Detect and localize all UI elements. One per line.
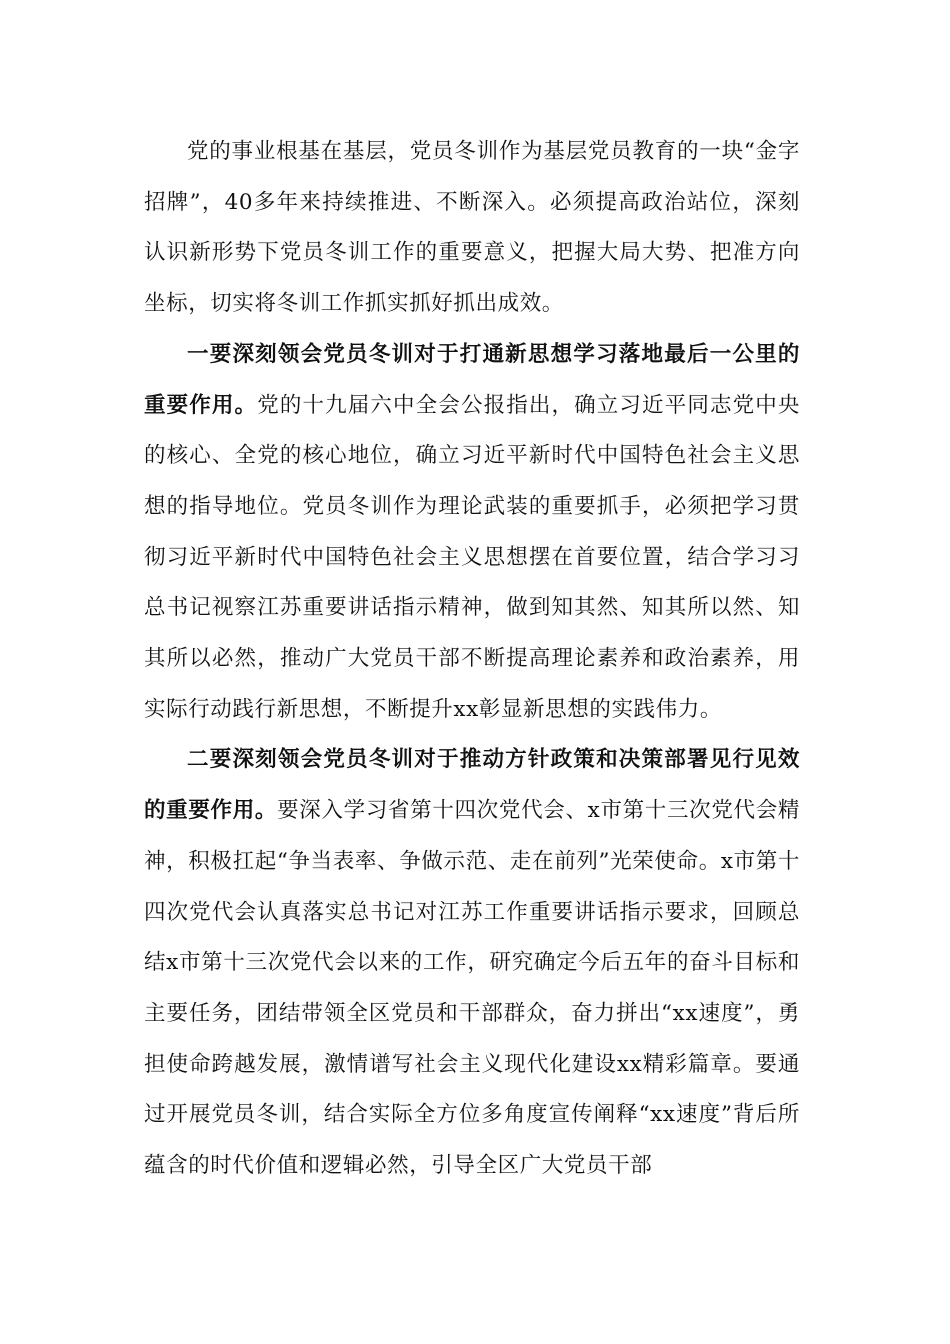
- paragraph-point-two: [144, 735, 800, 1191]
- paragraph-point-one: [144, 330, 800, 736]
- paragraph-heading: 一要深刻领会党员冬训对于打通新思想学习落地最后一公里的重要作用。: [144, 341, 800, 418]
- paragraph-heading: 二要深刻领会党员冬训对于推动方针政策和决策部署见行见效的重要作用。: [144, 747, 800, 824]
- paragraph-body: 党的十九届六中全会公报指出，确立习近平同志党中央的核心、全党的核心地位，确立习近平新时代中国特色社会主义思想的指导地位。党员冬训作为理论武装的重要抓手，必须把学习贯彻习近平新时代中国特色社会主义思想摆在首要位置，结合学习习总书记视察江苏重要讲话指示精神，做到知其然、知其所以然、知其所以必然，推动广大党员干部不断提高理论素养和政治素养，用实际行动践行新思想，不断提升xx彰显新思想的实践伟力。: [144, 392, 800, 722]
- paragraph-intro: [144, 127, 800, 330]
- document-page: [144, 127, 800, 1192]
- paragraph-body: 党的事业根基在基层，党员冬训作为基层党员教育的一块“金字招牌”，40多年来持续推进、不断深入。必须提高政治站位，深刻认识新形势下党员冬训工作的重要意义，把握大局大势、把准方向坐标，切实将冬训工作抓实抓好抓出成效。: [144, 139, 800, 317]
- paragraph-body: 要深入学习省第十四次党代会、x市第十三次党代会精神，积极扛起“争当表率、争做示范、走在前列”光荣使命。x市第十四次党代会认真落实总书记对江苏工作重要讲话指示要求，回顾总结x市第十三次党代会以来的工作，研究确定今后五年的奋斗目标和主要任务，团结带领全区党员和干部群众，奋力拼出“xx速度”，勇担使命跨越发展，激情谱写社会主义现代化建设xx精彩篇章。要通过开展党员冬训，结合实际全方位多角度宣传阐释“xx速度”背后所蕴含的时代价值和逻辑必然，引导全区广大党员干部: [144, 798, 800, 1179]
